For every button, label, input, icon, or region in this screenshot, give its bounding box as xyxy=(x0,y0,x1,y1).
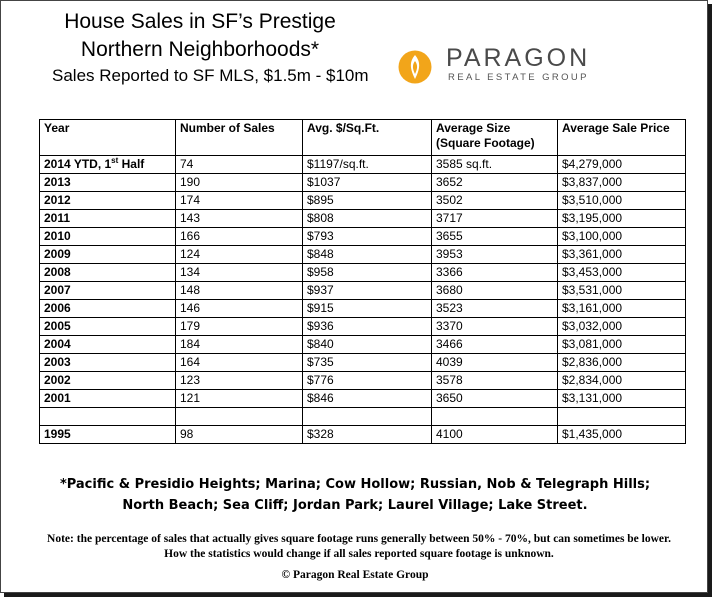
cell-price-sqft: $1037 xyxy=(303,174,432,192)
cell-year: 2011 xyxy=(40,210,176,228)
table-row xyxy=(40,354,686,372)
table-row xyxy=(40,372,686,390)
cell-size: 3717 xyxy=(432,210,558,228)
table-header-row xyxy=(40,120,686,156)
table-row xyxy=(40,264,686,282)
cell-size xyxy=(432,408,558,426)
cell-sales: 190 xyxy=(176,174,303,192)
table-row xyxy=(40,192,686,210)
cell-price-sqft: $793 xyxy=(303,228,432,246)
cell-size: 3578 xyxy=(432,372,558,390)
cell-sales: 148 xyxy=(176,282,303,300)
table-row xyxy=(40,210,686,228)
cell-year: 2012 xyxy=(40,192,176,210)
cell-size: 3366 xyxy=(432,264,558,282)
cell-size: 4100 xyxy=(432,426,558,444)
cell-avg-price: $1,435,000 xyxy=(558,426,686,444)
cell-sales: 184 xyxy=(176,336,303,354)
cell-size: 3680 xyxy=(432,282,558,300)
cell-price-sqft: $1197/sq.ft. xyxy=(303,156,432,174)
cell-year: 2009 xyxy=(40,246,176,264)
cell-avg-price: $3,531,000 xyxy=(558,282,686,300)
cell-avg-price: $3,361,000 xyxy=(558,246,686,264)
cell-sales: 179 xyxy=(176,318,303,336)
cell-sales: 146 xyxy=(176,300,303,318)
subtitle: Sales Reported to SF MLS, $1.5m - $10m xyxy=(52,66,369,85)
cell-avg-price: $4,279,000 xyxy=(558,156,686,174)
table-row xyxy=(40,246,686,264)
col-header-year: Year xyxy=(40,120,176,156)
cell-size: 3523 xyxy=(432,300,558,318)
sales-table-body xyxy=(40,156,686,444)
cell-sales: 121 xyxy=(176,390,303,408)
cell-sales: 174 xyxy=(176,192,303,210)
cell-year: 2001 xyxy=(40,390,176,408)
cell-year: 2005 xyxy=(40,318,176,336)
cell-avg-price: $3,032,000 xyxy=(558,318,686,336)
cell-price-sqft: $848 xyxy=(303,246,432,264)
cell-price-sqft: $735 xyxy=(303,354,432,372)
table-row xyxy=(40,390,686,408)
cell-sales xyxy=(176,408,303,426)
cell-avg-price xyxy=(558,408,686,426)
cell-year: 2014 YTD, 1st Half xyxy=(40,156,176,174)
cell-price-sqft: $937 xyxy=(303,282,432,300)
cell-price-sqft: $895 xyxy=(303,192,432,210)
paragon-flame-logo-icon xyxy=(398,50,432,84)
cell-price-sqft: $936 xyxy=(303,318,432,336)
cell-size: 3650 xyxy=(432,390,558,408)
col-header-price-sqft: Avg. $/Sq.Ft. xyxy=(303,120,432,156)
table-row xyxy=(40,174,686,192)
cell-sales: 124 xyxy=(176,246,303,264)
cell-avg-price: $3,510,000 xyxy=(558,192,686,210)
cell-price-sqft: $840 xyxy=(303,336,432,354)
table-row xyxy=(40,318,686,336)
cell-avg-price: $3,081,000 xyxy=(558,336,686,354)
cell-price-sqft: $808 xyxy=(303,210,432,228)
cell-price-sqft: $846 xyxy=(303,390,432,408)
col-header-size: Average Size (Square Footage) xyxy=(432,120,558,156)
cell-avg-price: $3,100,000 xyxy=(558,228,686,246)
table-row xyxy=(40,336,686,354)
cell-sales: 123 xyxy=(176,372,303,390)
cell-size: 3502 xyxy=(432,192,558,210)
table-row xyxy=(40,300,686,318)
cell-price-sqft: $958 xyxy=(303,264,432,282)
cell-year: 2003 xyxy=(40,354,176,372)
cell-year: 2008 xyxy=(40,264,176,282)
cell-year xyxy=(40,408,176,426)
cell-sales: 166 xyxy=(176,228,303,246)
cell-size: 3652 xyxy=(432,174,558,192)
cell-price-sqft: $776 xyxy=(303,372,432,390)
neighborhoods-footnote: *Pacific & Presidio Heights; Marina; Cow Hollow; Russian, Nob & Telegraph Hills; North Beach; Sea Cliff; Jordan Park; Laurel Village; Lake Street. xyxy=(59,477,651,513)
cell-size: 3466 xyxy=(432,336,558,354)
cell-avg-price: $2,836,000 xyxy=(558,354,686,372)
table-row xyxy=(40,156,686,174)
cell-sales: 74 xyxy=(176,156,303,174)
cell-year: 2013 xyxy=(40,174,176,192)
cell-year: 2004 xyxy=(40,336,176,354)
cell-year: 2006 xyxy=(40,300,176,318)
title-line-1: House Sales in SF’s Prestige xyxy=(64,10,336,33)
cell-year: 2002 xyxy=(40,372,176,390)
title-line-2: Northern Neighborhoods* xyxy=(80,38,320,61)
cell-avg-price: $3,453,000 xyxy=(558,264,686,282)
cell-size: 3655 xyxy=(432,228,558,246)
cell-avg-price: $3,161,000 xyxy=(558,300,686,318)
cell-size: 3585 sq.ft. xyxy=(432,156,558,174)
cell-sales: 164 xyxy=(176,354,303,372)
cell-price-sqft: $915 xyxy=(303,300,432,318)
cell-avg-price: $3,131,000 xyxy=(558,390,686,408)
cell-year: 2007 xyxy=(40,282,176,300)
cell-size: 4039 xyxy=(432,354,558,372)
logo-tagline: REAL ESTATE GROUP xyxy=(448,72,589,83)
table-row xyxy=(40,228,686,246)
copyright: © Paragon Real Estate Group xyxy=(281,569,429,581)
cell-sales: 143 xyxy=(176,210,303,228)
cell-avg-price: $2,834,000 xyxy=(558,372,686,390)
cell-sales: 134 xyxy=(176,264,303,282)
cell-size: 3370 xyxy=(432,318,558,336)
logo-name: PARAGON xyxy=(446,44,591,72)
methodology-note: Note: the percentage of sales that actually gives square footage runs generally between 50% - 70%, but can sometimes be lower. How the statistics would change if all sales reported square footage is unknown. xyxy=(47,533,671,560)
cell-avg-price: $3,195,000 xyxy=(558,210,686,228)
col-header-avg-price: Average Sale Price xyxy=(558,120,686,156)
cell-sales: 98 xyxy=(176,426,303,444)
cell-size: 3953 xyxy=(432,246,558,264)
cell-year: 2010 xyxy=(40,228,176,246)
cell-price-sqft xyxy=(303,408,432,426)
cell-avg-price: $3,837,000 xyxy=(558,174,686,192)
sales-table xyxy=(39,119,686,444)
col-header-sales: Number of Sales xyxy=(176,120,303,156)
cell-price-sqft: $328 xyxy=(303,426,432,444)
table-row xyxy=(40,426,686,444)
table-row xyxy=(40,282,686,300)
cell-year: 1995 xyxy=(40,426,176,444)
table-row xyxy=(40,408,686,426)
